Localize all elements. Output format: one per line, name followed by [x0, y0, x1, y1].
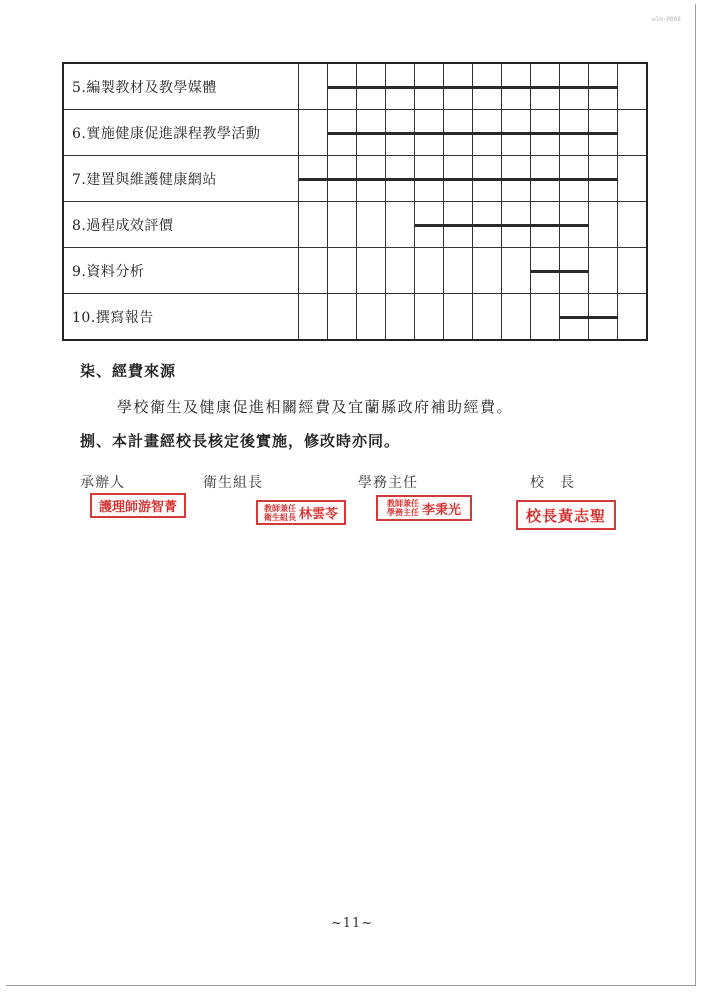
schedule-bar-segment: [443, 132, 473, 135]
page-number: ~11~: [330, 916, 374, 931]
health-head-stamp-title: 教師兼任 衛生組長: [263, 502, 296, 522]
schedule-bar-segment: [559, 132, 589, 135]
handler-label: 承辦人: [80, 475, 125, 491]
month-cell: [559, 248, 588, 294]
month-cell: [588, 294, 617, 341]
schedule-bar-segment: [559, 86, 589, 89]
task-label: 8.過程成效評價: [63, 202, 298, 248]
health-head-stamp: [256, 500, 346, 525]
month-cell: [617, 63, 647, 110]
month-cell: [617, 156, 647, 202]
month-cell: [559, 202, 588, 248]
schedule-bar-segment: [414, 86, 444, 89]
schedule-bar-segment: [501, 132, 531, 135]
month-cell: [530, 294, 559, 341]
month-cell: [414, 294, 443, 341]
schedule-bar-segment: [414, 132, 444, 135]
month-cell: [559, 294, 588, 341]
schedule-bar-segment: [385, 86, 415, 89]
month-cell: [472, 294, 501, 341]
month-cell: [443, 110, 472, 156]
month-cell: [501, 156, 530, 202]
month-cell: [443, 63, 472, 110]
schedule-bar-segment: [443, 224, 473, 227]
month-cell: [501, 63, 530, 110]
month-cell: [559, 156, 588, 202]
month-cell: [298, 156, 327, 202]
month-cell: [298, 202, 327, 248]
schedule-bar-segment: [530, 86, 560, 89]
month-cell: [588, 110, 617, 156]
month-cell: [327, 202, 356, 248]
schedule-bar-segment: [588, 316, 618, 319]
month-cell: [588, 202, 617, 248]
schedule-bar-segment: [588, 132, 618, 135]
month-cell: [443, 156, 472, 202]
schedule-bar-segment: [472, 132, 502, 135]
month-cell: [617, 202, 647, 248]
month-cell: [617, 294, 647, 341]
principal-label: 校 長: [530, 475, 575, 491]
schedule-table: [62, 62, 648, 341]
month-cell: [414, 248, 443, 294]
month-cell: [385, 156, 414, 202]
month-cell: [385, 63, 414, 110]
month-cell: [385, 110, 414, 156]
month-cell: [443, 202, 472, 248]
schedule-bar-segment: [559, 270, 589, 273]
schedule-bar-segment: [501, 178, 531, 181]
section-7-body: 學校衛生及健康促進相關經費及宜蘭縣政府補助經費。: [117, 398, 514, 416]
month-cell: [530, 110, 559, 156]
month-cell: [356, 248, 385, 294]
handler-stamp-text: 護理師游智菁: [98, 500, 177, 515]
month-cell: [298, 63, 327, 110]
month-cell: [356, 156, 385, 202]
month-cell: [472, 110, 501, 156]
month-cell: [588, 63, 617, 110]
corner-mark: wlm-0088: [652, 16, 681, 23]
schedule-bar-segment: [472, 178, 502, 181]
schedule-bar-segment: [356, 178, 386, 181]
month-cell: [356, 63, 385, 110]
schedule-bar-segment: [559, 224, 589, 227]
month-cell: [298, 110, 327, 156]
schedule-bar-segment: [356, 86, 386, 89]
month-cell: [501, 248, 530, 294]
month-cell: [472, 63, 501, 110]
schedule-bar-segment: [385, 132, 415, 135]
month-cell: [530, 248, 559, 294]
month-cell: [530, 156, 559, 202]
schedule-row: [63, 63, 647, 110]
schedule-bar-segment: [501, 224, 531, 227]
month-cell: [443, 294, 472, 341]
month-cell: [327, 294, 356, 341]
schedule-bar-segment: [530, 224, 560, 227]
schedule-bar-segment: [356, 132, 386, 135]
task-label: 9.資料分析: [63, 248, 298, 294]
task-label: 5.編製教材及教學媒體: [63, 63, 298, 110]
month-cell: [617, 110, 647, 156]
month-cell: [472, 202, 501, 248]
handler-stamp: [90, 493, 186, 518]
month-cell: [588, 156, 617, 202]
schedule-row: [63, 202, 647, 248]
schedule-bar-segment: [588, 86, 618, 89]
month-cell: [356, 294, 385, 341]
month-cell: [617, 248, 647, 294]
month-cell: [327, 156, 356, 202]
schedule-bar-segment: [385, 178, 415, 181]
schedule-row: [63, 294, 647, 341]
health-head-stamp-name: 林雲苓: [298, 507, 338, 522]
schedule-bar-segment: [327, 178, 357, 181]
schedule-bar-segment: [559, 178, 589, 181]
schedule-bar-segment: [472, 224, 502, 227]
month-cell: [327, 63, 356, 110]
task-label: 7.建置與維護健康網站: [63, 156, 298, 202]
schedule-bar-segment: [472, 86, 502, 89]
section-7-heading: 柒、經費來源: [80, 362, 177, 380]
schedule-bar-segment: [588, 178, 618, 181]
month-cell: [501, 294, 530, 341]
month-cell: [414, 156, 443, 202]
schedule-bar-segment: [328, 132, 357, 135]
task-label: 6.實施健康促進課程教學活動: [63, 110, 298, 156]
schedule-bar-segment: [531, 270, 560, 273]
schedule-bar-segment: [415, 224, 444, 227]
schedule-bar-segment: [443, 86, 473, 89]
month-cell: [414, 110, 443, 156]
affairs-head-stamp-name: 李秉光: [421, 502, 461, 518]
month-cell: [501, 110, 530, 156]
schedule-bar-segment: [443, 178, 473, 181]
schedule-bar-segment: [530, 178, 560, 181]
month-cell: [356, 110, 385, 156]
schedule-bar-segment: [560, 316, 589, 319]
schedule-bar-segment: [328, 86, 357, 89]
month-cell: [588, 248, 617, 294]
affairs-head-stamp: [376, 495, 472, 521]
task-label: 10.撰寫報告: [63, 294, 298, 341]
schedule-row: [63, 248, 647, 294]
schedule-bar-segment: [414, 178, 444, 181]
month-cell: [327, 110, 356, 156]
month-cell: [559, 63, 588, 110]
schedule-bar-segment: [501, 86, 531, 89]
month-cell: [298, 294, 327, 341]
principal-stamp: [516, 500, 616, 530]
month-cell: [472, 248, 501, 294]
schedule-row: [63, 110, 647, 156]
month-cell: [530, 63, 559, 110]
schedule-bar-segment: [530, 132, 560, 135]
schedule-row: [63, 156, 647, 202]
month-cell: [414, 63, 443, 110]
month-cell: [356, 202, 385, 248]
affairs-head-label: 學務主任: [358, 475, 418, 491]
month-cell: [385, 248, 414, 294]
month-cell: [443, 248, 472, 294]
month-cell: [472, 156, 501, 202]
month-cell: [530, 202, 559, 248]
affairs-head-stamp-title: 教師兼任 學務主任: [386, 498, 419, 517]
month-cell: [414, 202, 443, 248]
month-cell: [327, 248, 356, 294]
month-cell: [559, 110, 588, 156]
health-head-label: 衛生組長: [203, 475, 263, 491]
month-cell: [385, 202, 414, 248]
principal-stamp-text: 校長黃志聖: [525, 506, 606, 525]
month-cell: [501, 202, 530, 248]
schedule-bar-segment: [299, 178, 328, 181]
section-8-heading: 捌、本計畫經校長核定後實施，修改時亦同。: [80, 432, 401, 450]
month-cell: [385, 294, 414, 341]
month-cell: [298, 248, 327, 294]
